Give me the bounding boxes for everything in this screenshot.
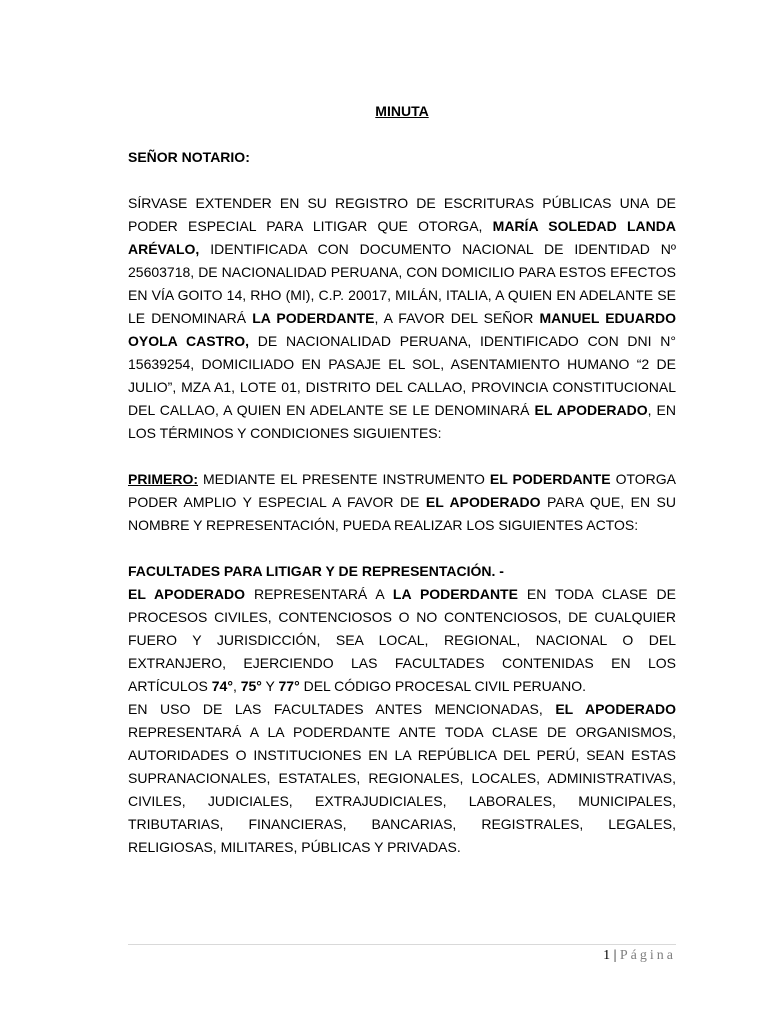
f1-attorney-term: EL APODERADO <box>128 586 246 602</box>
article-77: 77° <box>278 678 300 694</box>
article-74: 74° <box>211 678 233 694</box>
intro-text-1: SÍRVASE EXTENDER EN SU REGISTRO DE ESCRITURAS PÚBLICAS UNA DE PODER ESPECIAL PARA LITIGAR QUE OTORGA, <box>128 195 676 234</box>
intro-text-2: IDENTIFICADA CON DOCUMENTO NACIONAL DE IDENTIDAD Nº 25603718, DE NACIONALIDAD PERUANA, CON DOMICILIO PARA ESTOS EFECTOS EN VÍA GOITO 14, RHO (MI), C.P. 20017, MILÁN, ITALIA, A QUIEN EN ADELANTE SE LE DENOMINARÁ <box>128 241 676 326</box>
f2-text-1: EN USO DE LAS FACULTADES ANTES MENCIONADAS, <box>128 701 556 717</box>
footer-divider <box>128 944 676 945</box>
primero-text-1: MEDIANTE EL PRESENTE INSTRUMENTO <box>198 471 490 487</box>
facultades-paragraph-1 <box>128 583 676 698</box>
grantor-name: MARÍA SOLEDAD LANDA ARÉVALO, <box>128 218 676 257</box>
f1-text-1: REPRESENTARÁ A <box>245 586 393 602</box>
document-title: MINUTA <box>375 103 429 119</box>
article-separator-2: Y <box>261 678 279 694</box>
f2-text-2: REPRESENTARÁ A LA PODERDANTE ANTE TODA CLASE DE ORGANISMOS, AUTORIDADES O INSTITUCIONES EN LA REPÚBLICA DEL PERÚ, SEAN ESTAS SUPRANACIONALES, ESTATALES, REGIONALES, LOCALES, ADMINISTRATIVAS, CIVILES, JUDICIALES, EXTRAJUDICIALES, LABORALES, MUNICIPALES, TRIBUTARIAS, FINANCIERAS, BANCARIAS, REGISTRALES, LEGALES, RELIGIOSAS, MILITARES, PÚBLICAS Y PRIVADAS. <box>128 724 676 855</box>
primero-label: PRIMERO: <box>128 471 198 487</box>
page-number: 1 <box>603 948 611 963</box>
primero-text-2: OTORGA PODER AMPLIO Y ESPECIAL A FAVOR DE <box>128 471 676 510</box>
primero-paragraph <box>128 468 676 537</box>
intro-text-5: , EN LOS TÉRMINOS Y CONDICIONES SIGUIENTES: <box>128 402 677 441</box>
f1-text-3: DEL CÓDIGO PROCESAL CIVIL PERUANO. <box>299 678 586 694</box>
intro-text-4: DE NACIONALIDAD PERUANA, IDENTIFICADO CON DNI N° 15639254, DOMICILIADO EN PASAJE EL SOL, ASENTAMIENTO HUMANO “2 DE JULIO”, MZA A1, LOTE 01, DISTRITO DEL CALLAO, PROVINCIA CONSTITUCIONAL DEL CALLAO, A QUIEN EN ADELANTE SE LE DENOMINARÁ <box>128 333 676 418</box>
primero-attorney-term: EL APODERADO <box>425 494 541 510</box>
page-label: Página <box>619 948 676 963</box>
grantor-term: LA PODERDANTE <box>252 310 375 326</box>
document-body <box>128 100 676 859</box>
facultades-paragraph-2 <box>128 698 676 859</box>
attorney-term: EL APODERADO <box>534 402 648 418</box>
page-separator: | <box>610 948 620 963</box>
page-footer <box>128 947 676 965</box>
facultades-heading: FACULTADES PARA LITIGAR Y DE REPRESENTACIÓN. - <box>128 563 504 579</box>
f1-grantor-term: LA PODERDANTE <box>392 586 518 602</box>
f1-text-2: EN TODA CLASE DE PROCESOS CIVILES, CONTENCIOSOS O NO CONTENCIOSOS, DE CUALQUIER FUERO Y JURISDICCIÓN, SEA LOCAL, REGIONAL, NACIONAL O DEL EXTRANJERO, EJERCIENDO LAS FACULTADES CONTENIDAS EN LOS ARTÍCULOS <box>128 586 677 694</box>
intro-paragraph <box>128 192 676 445</box>
salutation: SEÑOR NOTARIO: <box>128 149 250 165</box>
primero-text-3: PARA QUE, EN SU NOMBRE Y REPRESENTACIÓN, PUEDA REALIZAR LOS SIGUIENTES ACTOS: <box>128 494 677 533</box>
intro-text-3: , A FAVOR DEL SEÑOR <box>374 310 540 326</box>
f2-attorney-term: EL APODERADO <box>555 701 676 717</box>
attorney-name: MANUEL EDUARDO OYOLA CASTRO, <box>128 310 676 349</box>
primero-grantor-term: EL PODERDANTE <box>489 471 611 487</box>
article-75: 75° <box>240 678 262 694</box>
article-separator-1: , <box>232 678 241 694</box>
